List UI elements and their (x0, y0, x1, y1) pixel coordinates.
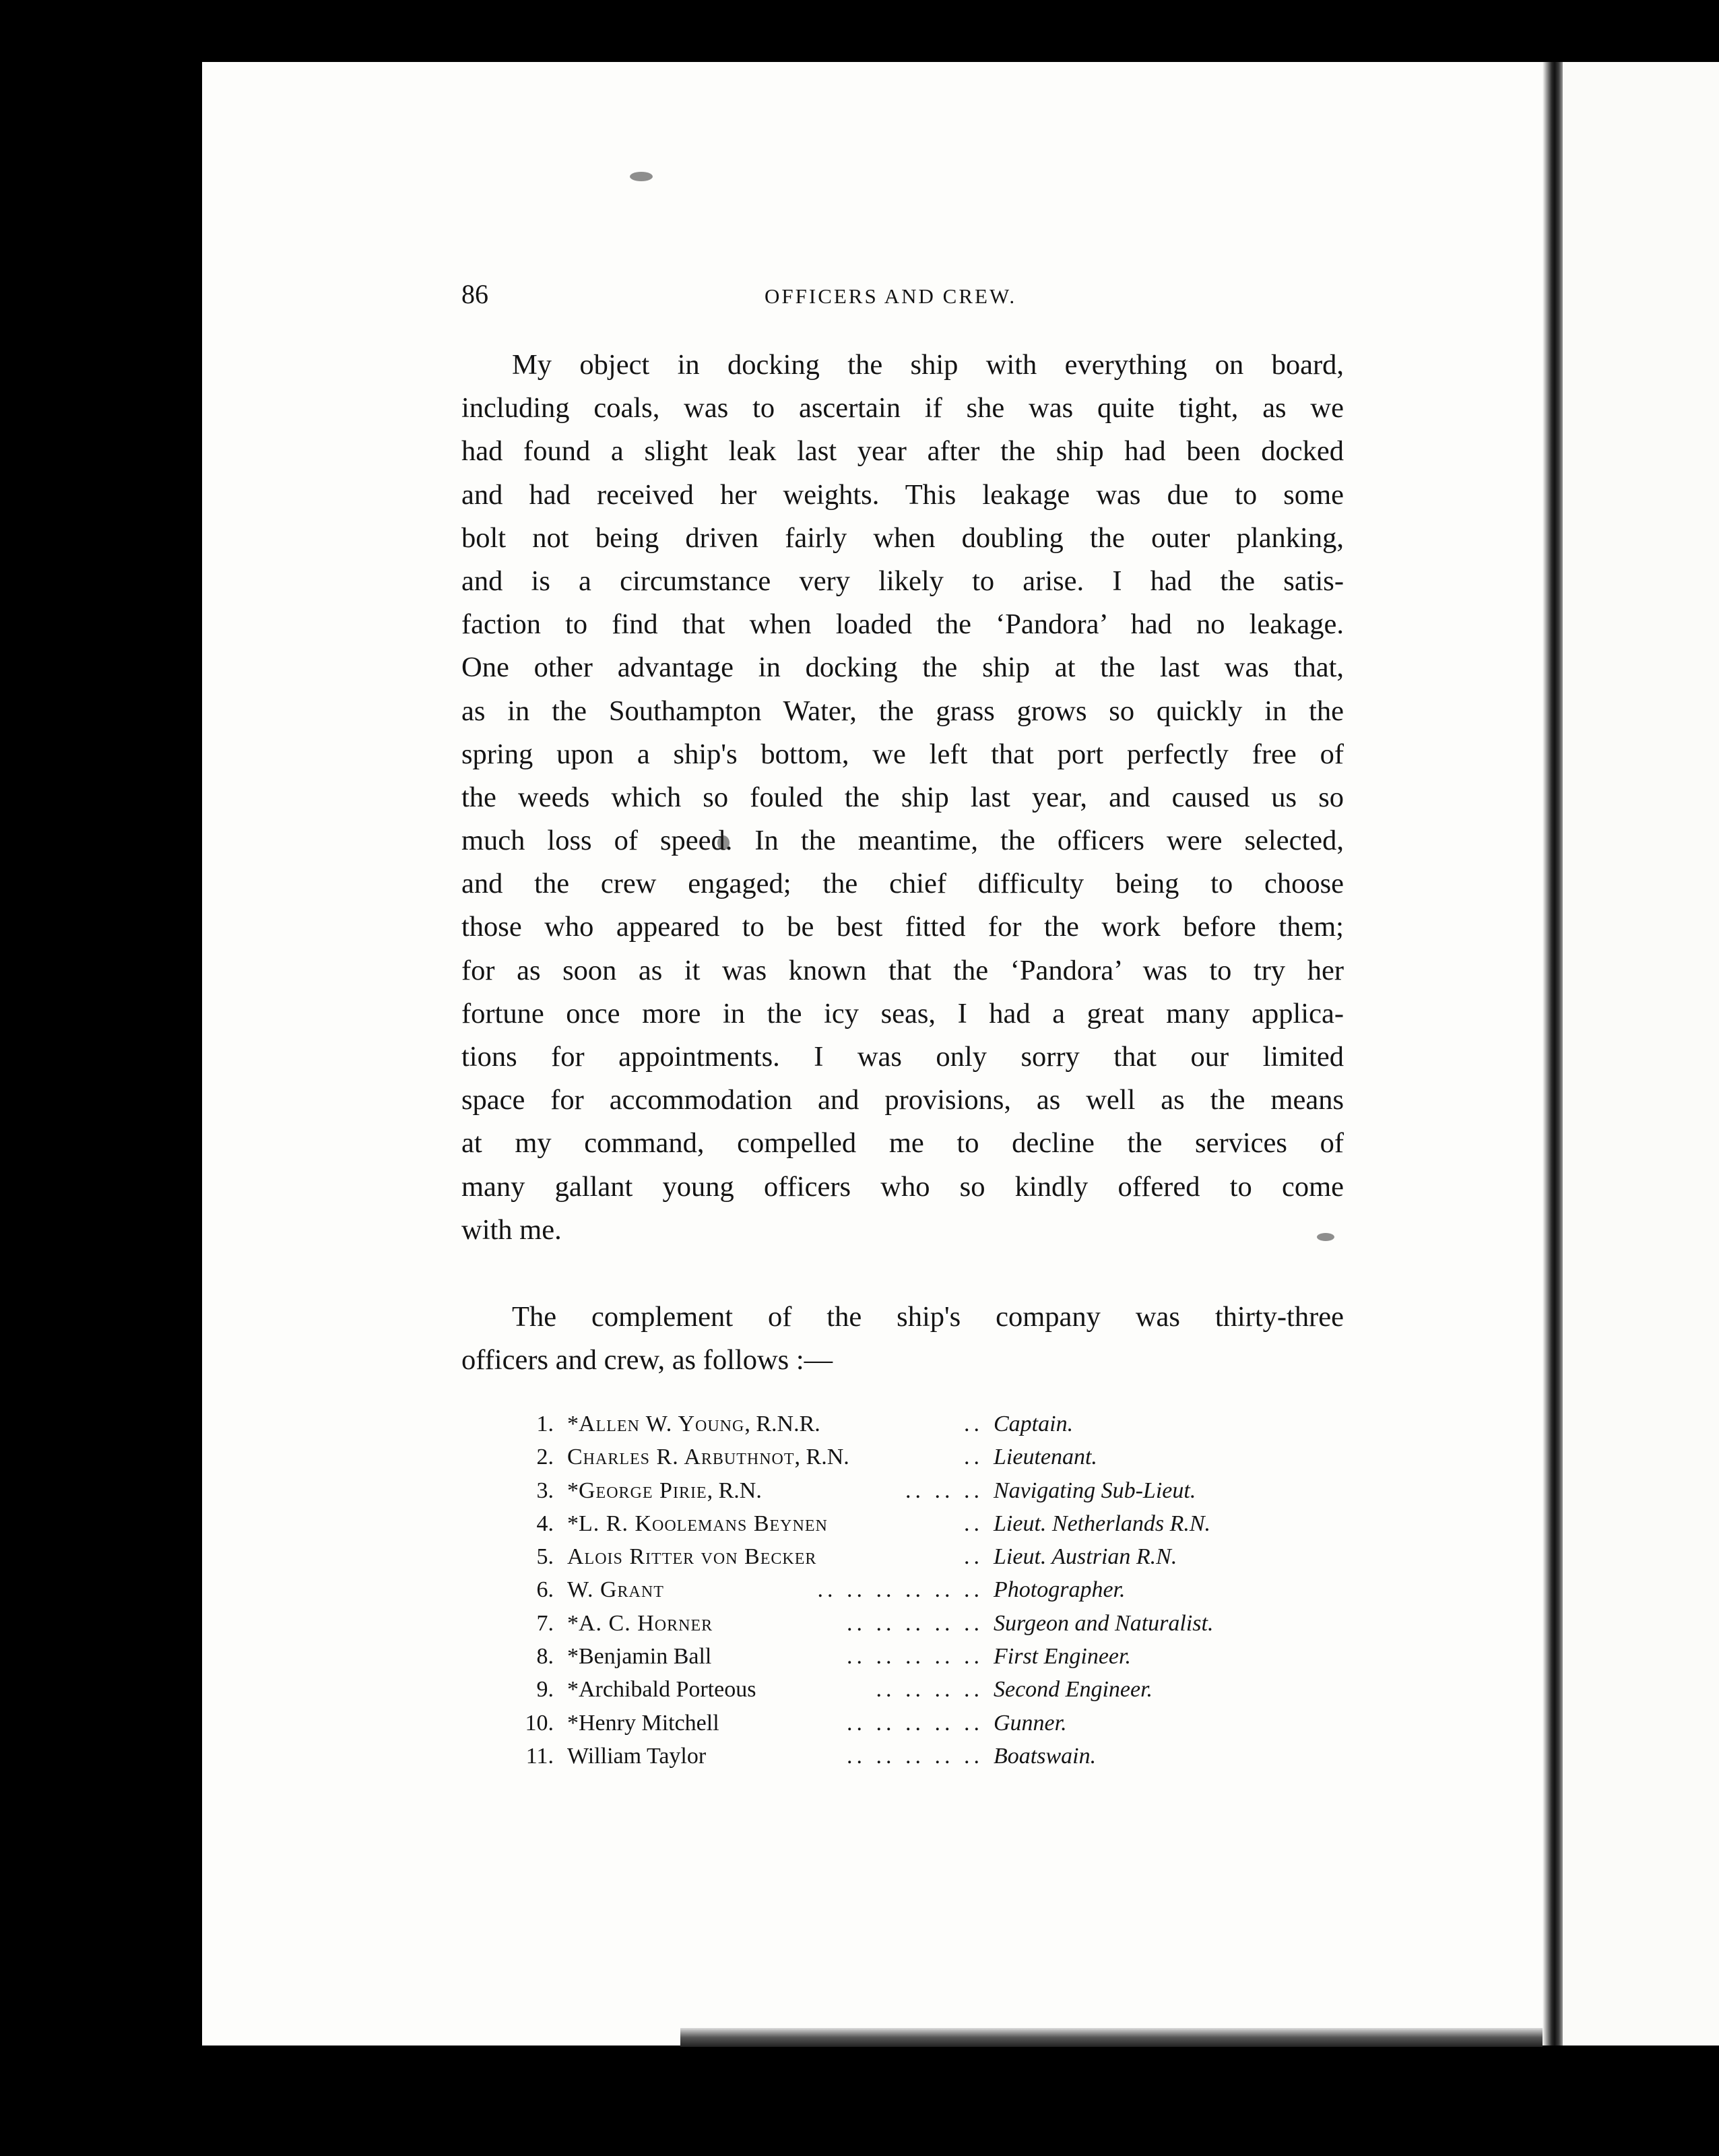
crew-role: Lieut. Netherlands R.N. (994, 1511, 1211, 1536)
crew-number: 2. (536, 1445, 554, 1470)
crew-name-text: W. Grant (567, 1577, 664, 1603)
crew-number: 8. (536, 1644, 554, 1670)
text-line: space for accommodation and provisions, as well as the means (461, 1084, 1344, 1116)
crew-name (567, 1573, 664, 1606)
crew-number: 11. (525, 1743, 554, 1769)
page-number: 86 (461, 279, 488, 309)
crew-mark: * (567, 1644, 579, 1670)
text-line: faction to find that when loaded the ‘Pandora’ had no leakage. (461, 608, 1344, 641)
leader-dots: .. .. .. .. .. (847, 1610, 983, 1636)
crew-mark: * (567, 1610, 579, 1636)
crew-number: 10. (525, 1710, 554, 1736)
crew-mark: * (567, 1710, 579, 1736)
text-line: at my command, compelled me to decline the services of (461, 1127, 1344, 1160)
crew-role: Second Engineer. (994, 1677, 1153, 1703)
crew-row (519, 1607, 1293, 1640)
crew-name-text: Henry Mitchell (579, 1710, 719, 1736)
text-line: and the crew engaged; the chief difficulty being to choose (461, 868, 1344, 900)
crew-mark: * (567, 1677, 579, 1703)
text-line: and is a circumstance very likely to arise. I had the satis- (461, 565, 1344, 597)
leader-dots: .. .. .. .. (876, 1677, 983, 1703)
crew-number: 5. (536, 1544, 554, 1570)
crew-suffix: , R.N. (794, 1445, 849, 1470)
crew-name-text: Charles R. Arbuthnot (567, 1445, 795, 1470)
page-header (461, 278, 1344, 311)
crew-role: Captain. (994, 1412, 1074, 1436)
crew-role: Surgeon and Naturalist. (994, 1610, 1214, 1636)
text-line: and had received her weights. This leakage was due to some (461, 478, 1344, 511)
scan-speck (630, 172, 653, 181)
crew-row (519, 1540, 1293, 1573)
crew-role: Navigating Sub-Lieut. (994, 1478, 1196, 1503)
text-line: spring upon a ship's bottom, we left that port perfectly free of (461, 738, 1344, 770)
text-line: fortune once more in the icy seas, I had a great many applica- (461, 997, 1344, 1029)
leader-dots: .. .. .. .. .. (847, 1743, 983, 1769)
crew-role: Gunner. (994, 1710, 1067, 1736)
page-bottom-edge (680, 2028, 1543, 2047)
text-line: much loss of speed. In the meantime, the officers were selected, (461, 825, 1344, 857)
leader-dots: .. .. .. (905, 1478, 983, 1503)
crew-number: 7. (536, 1610, 554, 1636)
crew-name (567, 1640, 711, 1673)
crew-name (567, 1673, 756, 1706)
text-line: had found a slight leak last year after the ship had been docked (461, 435, 1344, 468)
crew-row (519, 1640, 1293, 1673)
crew-row (519, 1573, 1293, 1606)
crew-name-text: A. C. Horner (579, 1610, 713, 1636)
text-line: My object in docking the ship with everything on board, (512, 349, 1344, 381)
text-line: bolt not being driven fairly when doubling the outer planking, (461, 521, 1344, 554)
leader-dots: .. .. .. .. .. .. (817, 1577, 983, 1603)
crew-mark: * (567, 1478, 579, 1503)
crew-name-text: Allen W. Young (579, 1412, 745, 1436)
crew-name-text: Benjamin Ball (579, 1644, 712, 1670)
crew-row (519, 1474, 1293, 1507)
crew-name (567, 1440, 849, 1473)
leader-dots: .. (964, 1511, 983, 1536)
page-gutter (1543, 62, 1563, 2046)
leader-dots: .. .. .. .. .. (847, 1710, 983, 1736)
crew-name (567, 1707, 719, 1740)
text-line: tions for appointments. I was only sorry that our limited (461, 1041, 1344, 1073)
text-line: with me. (461, 1213, 562, 1246)
crew-number: 4. (536, 1511, 554, 1536)
text-line: including coals, was to ascertain if she was quite tight, as we (461, 392, 1344, 424)
text-line: the weeds which so fouled the ship last year, and caused us so (461, 781, 1344, 813)
crew-row (519, 1740, 1293, 1773)
crew-number: 9. (536, 1677, 554, 1703)
crew-suffix: , R.N.R. (744, 1412, 820, 1436)
crew-role: First Engineer. (994, 1644, 1131, 1670)
crew-role: Photographer. (994, 1577, 1126, 1603)
crew-name-text: Alois Ritter von Becker (567, 1544, 817, 1570)
crew-name (567, 1474, 762, 1507)
crew-row (519, 1407, 1293, 1440)
leader-dots: .. (964, 1544, 983, 1570)
crew-number: 3. (536, 1478, 554, 1503)
crew-name (567, 1407, 820, 1440)
crew-name (567, 1740, 706, 1773)
running-head: OFFICERS AND CREW. (765, 284, 1017, 308)
text-line: One other advantage in docking the ship at the last was that, (461, 652, 1344, 684)
crew-number: 6. (536, 1577, 554, 1603)
text-line: officers and crew, as follows :— (461, 1344, 833, 1376)
text-line: many gallant young officers who so kindly offered to come (461, 1170, 1344, 1203)
crew-list (519, 1407, 1293, 1773)
body-paragraph-1 (461, 344, 1344, 1252)
crew-name (567, 1540, 816, 1573)
text-line: for as soon as it was known that the ‘Pandora’ was to try her (461, 954, 1344, 986)
crew-suffix: , R.N. (707, 1478, 762, 1503)
crew-name-text: George Pirie (579, 1478, 707, 1503)
crew-mark: * (567, 1412, 579, 1436)
facing-page-edge (1563, 62, 1719, 2046)
crew-name-text: Archibald Porteous (579, 1677, 756, 1703)
crew-name (567, 1507, 828, 1540)
leader-dots: .. (964, 1445, 983, 1470)
crew-row (519, 1440, 1293, 1473)
crew-role: Boatswain. (994, 1743, 1097, 1769)
crew-row (519, 1673, 1293, 1706)
crew-name-text: William Taylor (567, 1743, 707, 1769)
text-line: those who appeared to be best fitted for the work before them; (461, 911, 1344, 943)
crew-row (519, 1507, 1293, 1540)
text-line: as in the Southampton Water, the grass grows so quickly in the (461, 695, 1344, 727)
leader-dots: .. .. .. .. .. (847, 1644, 983, 1670)
crew-mark: * (567, 1511, 579, 1536)
leader-dots: .. (964, 1412, 983, 1436)
crew-name-text: L. R. Koolemans Beynen (579, 1511, 828, 1536)
body-paragraph-2 (461, 1296, 1344, 1382)
crew-name (567, 1607, 713, 1640)
crew-row (519, 1707, 1293, 1740)
crew-role: Lieutenant. (994, 1445, 1097, 1470)
text-line: The complement of the ship's company was thirty-three (512, 1301, 1344, 1333)
crew-number: 1. (536, 1412, 554, 1436)
crew-role: Lieut. Austrian R.N. (994, 1544, 1177, 1570)
